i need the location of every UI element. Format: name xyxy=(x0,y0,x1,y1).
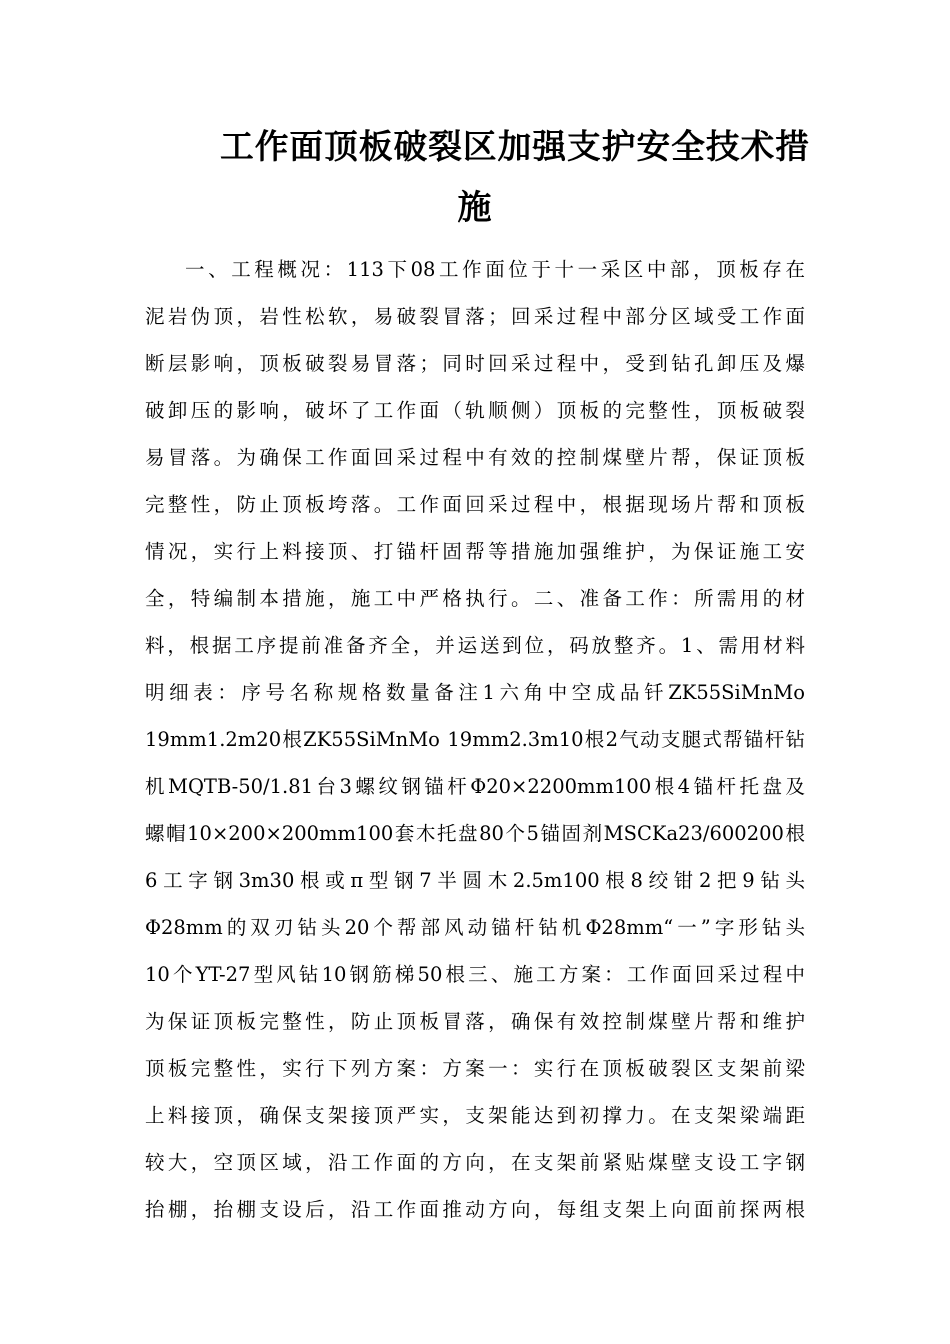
body-line: 明细表：序号名称规格数量备注1六角中空成品钎ZK55SiMnMo xyxy=(145,681,805,704)
body-line: Φ28mm的双刃钻头20个帮部风动锚杆钻机Φ28mm“一”字形钻头 xyxy=(145,916,805,939)
title-line-1: 工作面顶板破裂区加强支护安全技术措 xyxy=(220,126,810,166)
body-line: 料，根据工序提前准备齐全，并运送到位，码放整齐。1、需用材料 xyxy=(145,634,805,657)
body-line: 泥岩伪顶，岩性松软，易破裂冒落；回采过程中部分区域受工作面 xyxy=(145,305,805,328)
title-line-2: 施 xyxy=(457,188,493,228)
body-line: 较大，空顶区域，沿工作面的方向，在支架前紧贴煤壁支设工字钢 xyxy=(145,1151,805,1174)
body-line: 机MQTB-50/1.81台3螺纹钢锚杆Φ20×2200mm100根4锚杆托盘及 xyxy=(145,775,805,798)
body-line: 10个YT-27型风钻10钢筋梯50根三、施工方案：工作面回采过程中 xyxy=(145,963,805,986)
document-body xyxy=(145,254,805,1241)
body-line: 情况，实行上料接顶、打锚杆固帮等措施加强维护，为保证施工安 xyxy=(145,540,805,563)
body-line: 破卸压的影响，破坏了工作面（轨顺侧）顶板的完整性，顶板破裂 xyxy=(145,399,805,422)
body-line: 一、工程概况：113下08工作面位于十一采区中部，顶板存在 xyxy=(185,258,805,281)
document-title xyxy=(140,115,810,239)
body-line: 19mm1.2m20根ZK55SiMnMo 19mm2.3m10根2气动支腿式帮锚杆钻 xyxy=(145,728,805,751)
body-line: 抬棚，抬棚支设后，沿工作面推动方向，每组支架上向面前探两根 xyxy=(145,1198,805,1221)
body-line: 上料接顶，确保支架接顶严实，支架能达到初撑力。在支架梁端距 xyxy=(145,1104,805,1127)
body-line: 为保证顶板完整性，防止顶板冒落，确保有效控制煤壁片帮和维护 xyxy=(145,1010,805,1033)
body-line: 易冒落。为确保工作面回采过程中有效的控制煤壁片帮，保证顶板 xyxy=(145,446,805,469)
body-line: 顶板完整性，实行下列方案：方案一：实行在顶板破裂区支架前梁 xyxy=(145,1057,805,1080)
body-line: 全，特编制本措施，施工中严格执行。二、准备工作：所需用的材 xyxy=(145,587,805,610)
body-line: 6工字钢3m30根或π型钢7半圆木2.5m100根8绞钳2把9钻头 xyxy=(145,869,805,892)
body-line: 螺帽10×200×200mm100套木托盘80个5锚固剂MSCKa23/600200根 xyxy=(145,822,805,845)
body-line: 断层影响，顶板破裂易冒落；同时回采过程中，受到钻孔卸压及爆 xyxy=(145,352,805,375)
body-line: 完整性，防止顶板垮落。工作面回采过程中，根据现场片帮和顶板 xyxy=(145,493,805,516)
